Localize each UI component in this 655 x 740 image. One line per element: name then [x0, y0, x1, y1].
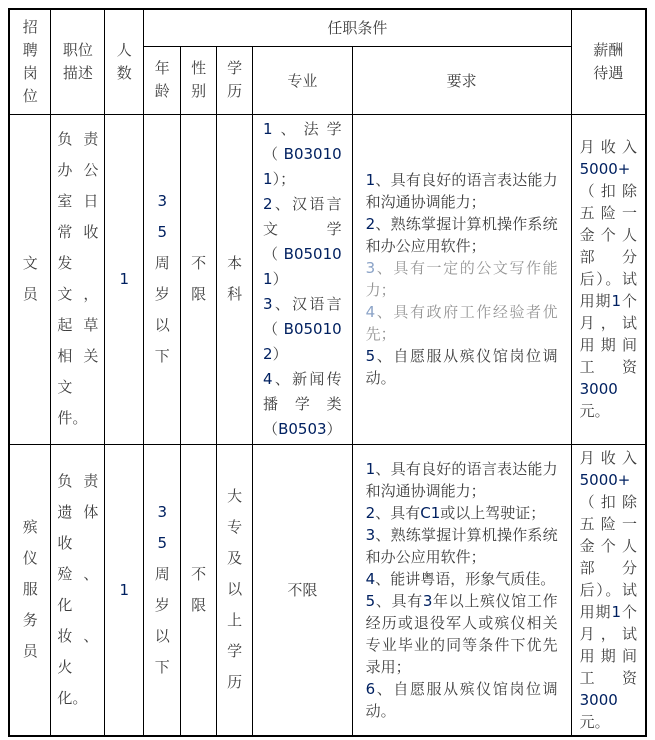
cell-requirements-clerk	[352, 114, 571, 444]
header-requirements: 要求	[352, 46, 571, 114]
list-item: 3、汉语言（B050102）	[263, 294, 342, 363]
header-age: 年 龄	[144, 46, 181, 114]
cell-salary-clerk: 月收入5000+（扣除五险一金个人部分后）。试用期1个月，试用期间工资3000元。	[571, 114, 646, 444]
header-conditions: 任职条件	[144, 9, 571, 46]
cell-education-clerk: 本 科	[217, 114, 253, 444]
cell-description-clerk: 负责办公室日常收发文，起草相关文件。	[51, 114, 105, 444]
header-salary	[571, 9, 646, 114]
cell-requirements-funeral	[352, 444, 571, 736]
cell-major-clerk	[253, 114, 353, 444]
list-item: 1、法学（B030101）；	[263, 119, 342, 188]
list-item: 4、具有政府工作经验者优先；	[365, 303, 558, 343]
list-item: 1、具有良好的语言表达能力和沟通协调能力；	[365, 171, 558, 211]
cell-gender-funeral: 不 限	[181, 444, 217, 736]
header-description: 职位描述	[51, 9, 105, 114]
list-item: 4、能讲粤语，形象气质佳。	[365, 569, 556, 588]
cell-age-clerk: 3 5 周 岁 以 下	[144, 114, 181, 444]
list-item: 2、汉语言文学（B050101）	[263, 194, 342, 288]
list-item: 3、具有一定的公文写作能力；	[365, 259, 558, 299]
header-gender: 性 别	[181, 46, 217, 114]
cell-education-funeral: 大 专 及 以 上 学 历	[217, 444, 253, 736]
header-education: 学 历	[217, 46, 253, 114]
cell-major-funeral: 不限	[253, 444, 353, 736]
list-item: 5、具有3年以上殡仪馆工作经历或退役军人或殡仪相关专业毕业的同等条件下优先录用；	[365, 591, 558, 676]
list-item: 3、熟练掌握计算机操作系统和办公应用软件；	[365, 525, 558, 566]
cell-gender-clerk: 不 限	[181, 114, 217, 444]
list-item: 2、熟练掌握计算机操作系统和办公应用软件；	[365, 215, 558, 255]
cell-count-clerk: 1	[105, 114, 144, 444]
cell-salary-funeral: 月收入5000+（扣除五险一金个人部分后）。试用期1个月，试用期间工资3000元。	[571, 444, 646, 736]
recruitment-table	[8, 8, 647, 737]
cell-count-funeral: 1	[105, 444, 144, 736]
header-count: 人 数	[105, 9, 144, 114]
list-item: 4、新闻传播学类（B0503）	[263, 369, 342, 438]
list-item: 5、自愿服从殡仪馆岗位调动。	[365, 347, 558, 387]
list-item: 2、具有C1或以上驾驶证；	[365, 503, 546, 522]
cell-position-funeral: 殡 仪 服 务 员	[9, 444, 51, 736]
header-major: 专业	[253, 46, 353, 114]
list-item: 6、自愿服从殡仪馆岗位调动。	[365, 679, 558, 720]
cell-age-funeral: 3 5 周 岁 以 下	[144, 444, 181, 736]
list-item: 1、具有良好的语言表达能力和沟通协调能力；	[365, 459, 558, 500]
header-position: 招 聘 岗 位	[9, 9, 51, 114]
cell-description-funeral: 负责遗体收殓、化妆、火化。	[51, 444, 105, 736]
cell-position-clerk: 文 员	[9, 114, 51, 444]
header-salary-label: 薪酬待遇	[593, 40, 624, 82]
